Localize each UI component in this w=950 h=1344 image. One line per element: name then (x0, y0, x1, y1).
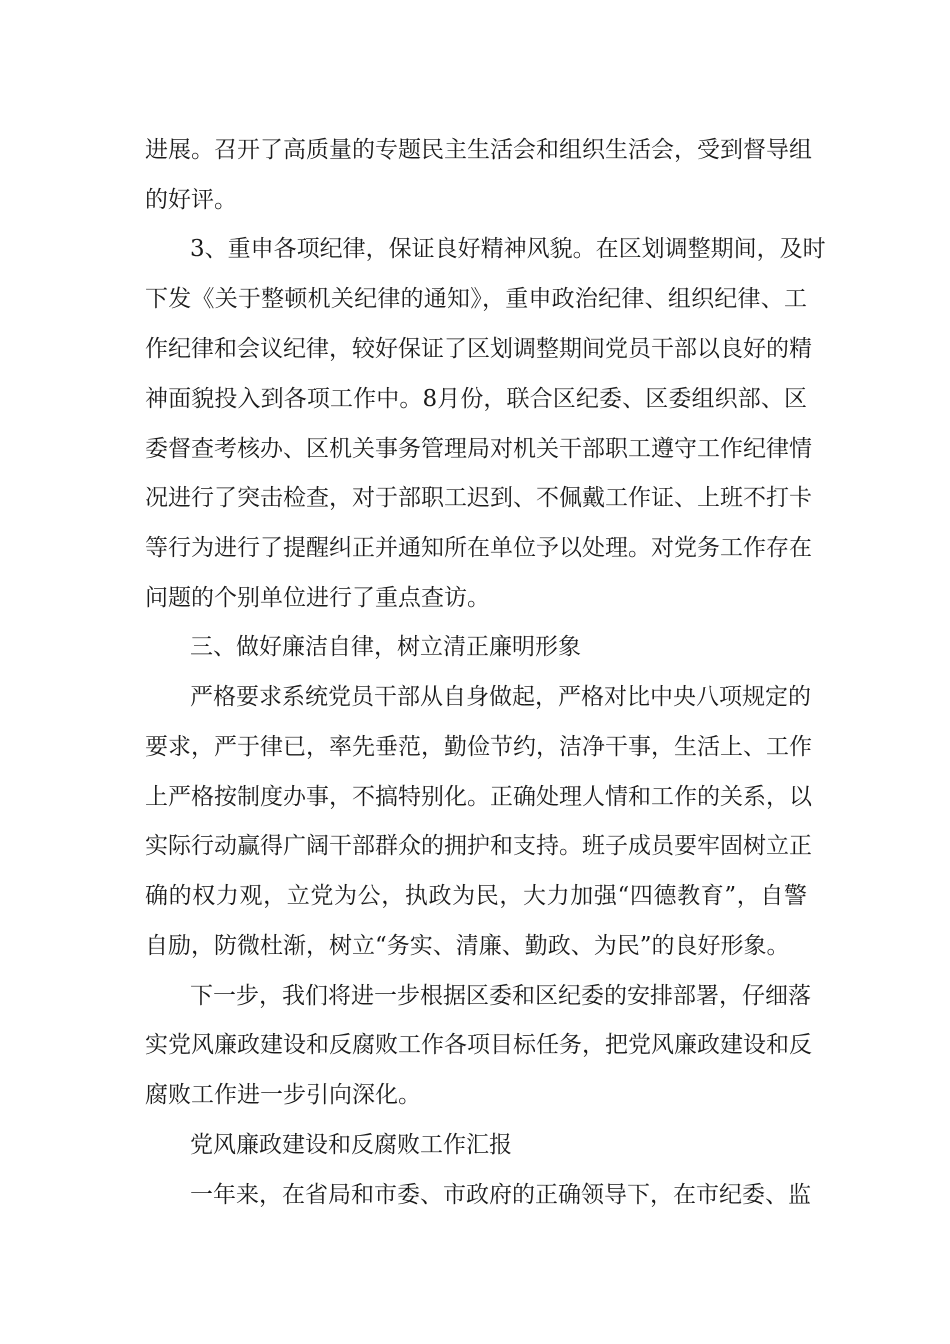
text-line: 自励，防微杜渐，树立“务实、清廉、勤政、为民”的良好形象。 (145, 933, 790, 959)
text-line: 神面貌投入到各项工作中。8月份，联合区纪委、区委组织部、区 (145, 386, 807, 412)
text-line: 严格要求系统党员干部从自身做起，严格对比中央八项规定的 (190, 684, 811, 710)
text-line: 3、重申各项纪律，保证良好精神风貌。在区划调整期间，及时 (190, 236, 826, 262)
text-line: 确的权力观，立党为公，执政为民，大力加强“四德教育”，自警 (145, 883, 807, 909)
text-line: 等行为进行了提醒纠正并通知所在单位予以处理。对党务工作存在 (145, 535, 812, 561)
text-line: 实际行动赢得广阔干部群众的拥护和支持。班子成员要牢固树立正 (145, 833, 812, 859)
document-title: 党风廉政建设和反腐败工作汇报 (190, 1132, 512, 1158)
text-line: 的好评。 (145, 187, 237, 213)
text-line: 要求，严于律已，率先垂范，勤俭节约，洁净干事，生活上、工作 (145, 734, 812, 760)
section-heading: 三、做好廉洁自律，树立清正廉明形象 (190, 634, 581, 660)
text-line: 上严格按制度办事，不搞特别化。正确处理人情和工作的关系，以 (145, 784, 812, 810)
text-line: 况进行了突击检查，对于部职工迟到、不佩戴工作证、上班不打卡 (145, 485, 812, 511)
text-line: 下一步，我们将进一步根据区委和区纪委的安排部署，仔细落 (190, 983, 811, 1009)
text-line: 实党风廉政建设和反腐败工作各项目标任务，把党风廉政建设和反 (145, 1032, 812, 1058)
text-line: 委督查考核办、区机关事务管理局对机关干部职工遵守工作纪律情 (145, 436, 812, 462)
text-line: 下发《关于整顿机关纪律的通知》，重申政治纪律、组织纪律、工 (145, 286, 807, 312)
text-line: 腐败工作进一步引向深化。 (145, 1082, 421, 1108)
text-line: 问题的个别单位进行了重点查访。 (145, 585, 490, 611)
text-line: 进展。召开了高质量的专题民主生活会和组织生活会，受到督导组 (145, 137, 812, 163)
text-line: 作纪律和会议纪律，较好保证了区划调整期间党员干部以良好的精 (145, 336, 812, 362)
text-line: 一年来，在省局和市委、市政府的正确领导下，在市纪委、监 (190, 1182, 811, 1208)
